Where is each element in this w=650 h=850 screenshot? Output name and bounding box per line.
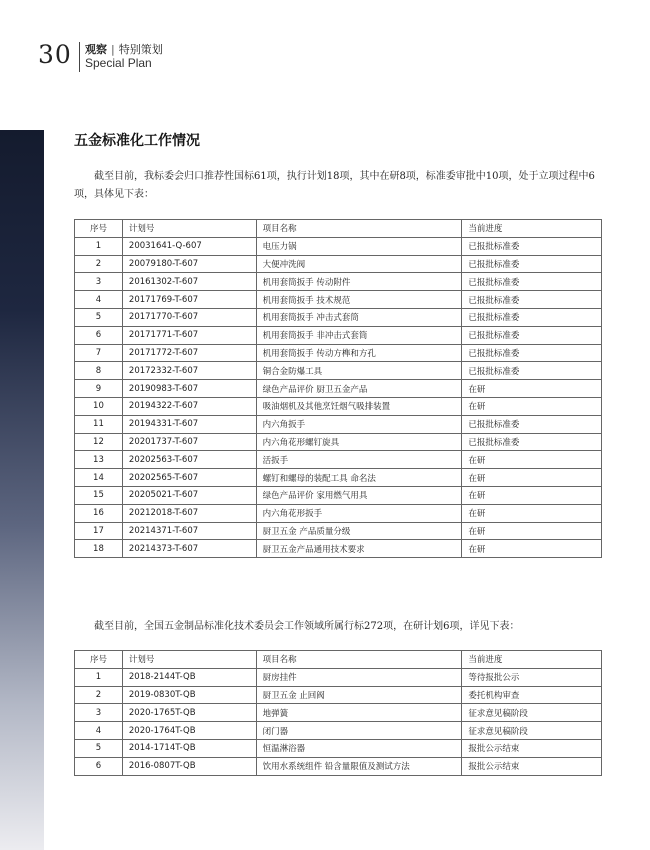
col-project-name-cell: 机用套筒扳手 技术规范 — [256, 291, 462, 309]
col-index-cell: 3 — [75, 704, 123, 722]
table-row — [75, 451, 602, 469]
col-project-name-cell: 饮用水系统组件 铅含量限值及测试方法 — [256, 757, 462, 775]
col-project-name-header: 项目名称 — [256, 220, 462, 238]
col-project-name-cell: 螺钉和螺母的装配工具 命名法 — [256, 469, 462, 487]
col-project-name-cell: 内六角花形扳手 — [256, 504, 462, 522]
col-index-cell: 7 — [75, 344, 123, 362]
section-title: 五金标准化工作情况 — [74, 133, 200, 149]
col-plan-number-cell: 20171770-T-607 — [122, 308, 256, 326]
table-row — [75, 326, 602, 344]
col-progress-cell: 在研 — [462, 540, 602, 558]
col-project-name-cell: 闭门器 — [256, 722, 462, 740]
col-project-name-cell: 机用套筒扳手 传动方榫和方孔 — [256, 344, 462, 362]
table-row — [75, 504, 602, 522]
col-index-cell: 3 — [75, 273, 123, 291]
col-index-cell: 9 — [75, 380, 123, 398]
col-progress-cell: 征求意见稿阶段 — [462, 722, 602, 740]
col-index-cell: 4 — [75, 291, 123, 309]
table-row — [75, 344, 602, 362]
col-project-name-cell: 机用套筒扳手 传动附件 — [256, 273, 462, 291]
col-plan-number-cell: 20161302-T-607 — [122, 273, 256, 291]
col-plan-number-cell: 2016-0807T-QB — [122, 757, 256, 775]
col-project-name-cell: 恒温淋浴器 — [256, 739, 462, 757]
header-separator: | — [111, 43, 115, 56]
col-progress-cell: 在研 — [462, 486, 602, 504]
col-progress-cell: 已报批标准委 — [462, 291, 602, 309]
col-plan-number-cell: 2019-0830T-QB — [122, 686, 256, 704]
col-plan-number-cell: 20202565-T-607 — [122, 469, 256, 487]
col-progress-cell: 已报批标准委 — [462, 255, 602, 273]
col-plan-number-cell: 20171772-T-607 — [122, 344, 256, 362]
col-index-cell: 6 — [75, 757, 123, 775]
header-category-line — [85, 41, 163, 57]
industry-standards-table — [74, 650, 602, 776]
col-plan-number-cell: 20171769-T-607 — [122, 291, 256, 309]
col-progress-cell: 已报批标准委 — [462, 273, 602, 291]
col-project-name-cell: 电压力锅 — [256, 237, 462, 255]
table-row — [75, 686, 602, 704]
header-category: 观察 — [85, 43, 107, 56]
col-index-cell: 16 — [75, 504, 123, 522]
col-progress-cell: 已报批标准委 — [462, 237, 602, 255]
col-project-name-cell: 大便冲洗阀 — [256, 255, 462, 273]
table-row — [75, 704, 602, 722]
table-header-row — [75, 220, 602, 238]
col-plan-number-cell: 20190983-T-607 — [122, 380, 256, 398]
col-plan-number-cell: 20194331-T-607 — [122, 415, 256, 433]
col-index-cell: 8 — [75, 362, 123, 380]
col-project-name-cell: 铜合金防爆工具 — [256, 362, 462, 380]
col-plan-number-cell: 20031641-Q-607 — [122, 237, 256, 255]
table-row — [75, 308, 602, 326]
col-progress-cell: 报批公示结束 — [462, 757, 602, 775]
col-index-cell: 10 — [75, 397, 123, 415]
col-plan-number-cell: 20202563-T-607 — [122, 451, 256, 469]
col-project-name-cell: 厨卫五金 止回阀 — [256, 686, 462, 704]
page-number: 30 — [38, 40, 72, 69]
col-index-cell: 4 — [75, 722, 123, 740]
col-progress-cell: 委托机构审查 — [462, 686, 602, 704]
col-index-cell: 5 — [75, 308, 123, 326]
national-standards-table — [74, 219, 602, 558]
col-progress-cell: 已报批标准委 — [462, 433, 602, 451]
col-index-cell: 1 — [75, 237, 123, 255]
col-progress-cell: 已报批标准委 — [462, 362, 602, 380]
header-english: Special Plan — [85, 56, 152, 70]
table-row — [75, 380, 602, 398]
intro-paragraph-1: 截至目前，我标委会归口推荐性国标61项，执行计划18项，其中在研8项，标准委审批中10项，处于立项过程中6项，具体见下表： — [74, 171, 595, 200]
col-plan-number-cell: 20171771-T-607 — [122, 326, 256, 344]
col-index-cell: 13 — [75, 451, 123, 469]
col-plan-number-cell: 20172332-T-607 — [122, 362, 256, 380]
col-project-name-cell: 厨卫五金 产品质量分级 — [256, 522, 462, 540]
col-index-cell: 5 — [75, 739, 123, 757]
col-progress-cell: 在研 — [462, 451, 602, 469]
table-row — [75, 433, 602, 451]
table-row — [75, 722, 602, 740]
col-project-name-cell: 内六角扳手 — [256, 415, 462, 433]
col-project-name-cell: 吸油烟机及其他烹饪烟气吸排装置 — [256, 397, 462, 415]
col-plan-number-cell: 20205021-T-607 — [122, 486, 256, 504]
col-progress-cell: 已报批标准委 — [462, 344, 602, 362]
col-project-name-cell: 机用套筒扳手 非冲击式套筒 — [256, 326, 462, 344]
col-plan-number-cell: 20194322-T-607 — [122, 397, 256, 415]
col-progress-cell: 在研 — [462, 469, 602, 487]
col-progress-cell: 报批公示结束 — [462, 739, 602, 757]
col-progress-cell: 征求意见稿阶段 — [462, 704, 602, 722]
table-row — [75, 273, 602, 291]
col-plan-number-cell: 2014-1714T-QB — [122, 739, 256, 757]
col-plan-number-cell: 20201737-T-607 — [122, 433, 256, 451]
col-index-cell: 6 — [75, 326, 123, 344]
col-plan-number-cell: 2018-2144T-QB — [122, 668, 256, 686]
col-plan-number-cell: 20214373-T-607 — [122, 540, 256, 558]
intro-paragraph-2: 截至目前，全国五金制品标准化技术委员会工作领域所属行标272项，在研计划6项，详见下表： — [94, 621, 520, 632]
col-index-cell: 15 — [75, 486, 123, 504]
col-plan-number-header: 计划号 — [122, 220, 256, 238]
col-project-name-header: 项目名称 — [256, 651, 462, 669]
col-index-cell: 14 — [75, 469, 123, 487]
col-index-cell: 1 — [75, 668, 123, 686]
col-plan-number-cell: 20212018-T-607 — [122, 504, 256, 522]
side-gradient-band — [0, 130, 44, 850]
col-plan-number-cell: 20214371-T-607 — [122, 522, 256, 540]
table-row — [75, 522, 602, 540]
col-index-cell: 11 — [75, 415, 123, 433]
table-row — [75, 469, 602, 487]
header-sub-category: 特别策划 — [118, 43, 163, 56]
col-progress-cell: 已报批标准委 — [462, 326, 602, 344]
table-row — [75, 739, 602, 757]
col-plan-number-cell: 20079180-T-607 — [122, 255, 256, 273]
col-progress-cell: 等待报批公示 — [462, 668, 602, 686]
col-index-cell: 2 — [75, 686, 123, 704]
table-row — [75, 757, 602, 775]
table-row — [75, 237, 602, 255]
col-project-name-cell: 内六角花形螺钉旋具 — [256, 433, 462, 451]
col-project-name-cell: 绿色产品评价 家用燃气用具 — [256, 486, 462, 504]
table-row — [75, 255, 602, 273]
col-progress-cell: 在研 — [462, 522, 602, 540]
col-index-header: 序号 — [75, 651, 123, 669]
table-row — [75, 397, 602, 415]
col-progress-cell: 在研 — [462, 380, 602, 398]
col-progress-cell: 在研 — [462, 397, 602, 415]
col-project-name-cell: 厨卫五金产品通用技术要求 — [256, 540, 462, 558]
col-plan-number-cell: 2020-1764T-QB — [122, 722, 256, 740]
col-progress-cell: 已报批标准委 — [462, 308, 602, 326]
header-divider — [79, 42, 80, 72]
col-progress-cell: 已报批标准委 — [462, 415, 602, 433]
col-progress-cell: 在研 — [462, 504, 602, 522]
col-index-cell: 2 — [75, 255, 123, 273]
col-project-name-cell: 绿色产品评价 厨卫五金产品 — [256, 380, 462, 398]
table-row — [75, 540, 602, 558]
col-plan-number-cell: 2020-1765T-QB — [122, 704, 256, 722]
table-row — [75, 668, 602, 686]
col-index-cell: 17 — [75, 522, 123, 540]
table-row — [75, 486, 602, 504]
table-row — [75, 362, 602, 380]
col-project-name-cell: 厨房挂件 — [256, 668, 462, 686]
col-index-cell: 18 — [75, 540, 123, 558]
col-progress-header: 当前进度 — [462, 220, 602, 238]
col-progress-header: 当前进度 — [462, 651, 602, 669]
col-project-name-cell: 活扳手 — [256, 451, 462, 469]
table-row — [75, 291, 602, 309]
table-row — [75, 415, 602, 433]
col-index-cell: 12 — [75, 433, 123, 451]
col-index-header: 序号 — [75, 220, 123, 238]
table-header-row — [75, 651, 602, 669]
col-project-name-cell: 地弹簧 — [256, 704, 462, 722]
col-plan-number-header: 计划号 — [122, 651, 256, 669]
col-project-name-cell: 机用套筒扳手 冲击式套筒 — [256, 308, 462, 326]
